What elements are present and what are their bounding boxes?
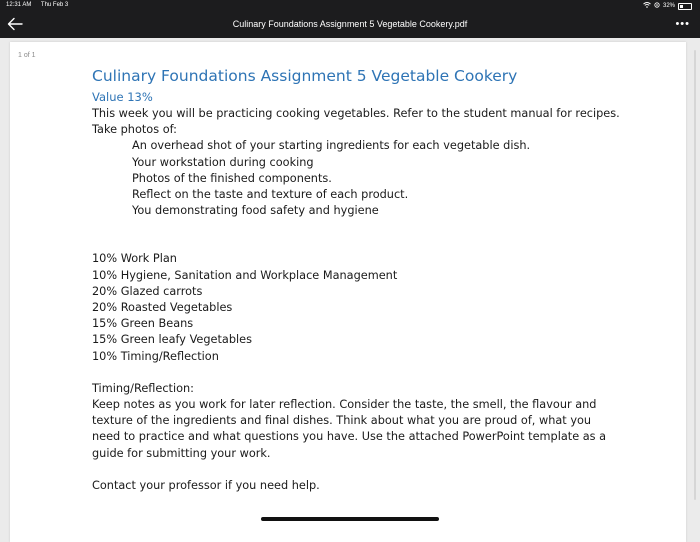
reflection-text: Keep notes as you work for later reflection. Consider the taste, the smell, the flavour and texture of the ingredients and final dishes. Think about what you are proud of, what you need to practice and what questions you have. Use the attached PowerPoint template as a guide for submitting your work.: [92, 398, 607, 460]
document-file-title: Culinary Foundations Assignment 5 Vegetable Cookery.pdf: [232, 19, 468, 29]
document-content: [92, 66, 652, 494]
top-bar: [0, 0, 700, 38]
more-options-button[interactable]: •••: [675, 18, 690, 30]
grading-item: 20% Glazed carrots: [92, 284, 203, 298]
grading-item: 10% Timing/Reflection: [92, 349, 219, 363]
wifi-icon: [643, 2, 651, 10]
status-time: 12:31 AM: [6, 2, 32, 8]
document-title: Culinary Foundations Assignment 5 Vegetable Cookery: [92, 67, 518, 85]
status-bar: [0, 0, 700, 12]
grading-item: 15% Green leafy Vegetables: [92, 333, 252, 347]
battery-level: 32%: [662, 3, 675, 9]
home-indicator[interactable]: [261, 517, 439, 521]
grading-item: 10% Work Plan: [92, 252, 177, 266]
grading-item: 20% Roasted Vegetables: [92, 301, 233, 315]
battery-icon: [678, 3, 692, 10]
photos-label: Take photos of:: [92, 123, 177, 137]
intro-text: This week you will be practicing cooking vegetables. Refer to the student manual for recipes.: [92, 107, 620, 120]
value-label: Value 13%: [92, 90, 153, 104]
location-icon: [654, 2, 660, 10]
photo-item: An overhead shot of your starting ingredients for each vegetable dish.: [132, 139, 531, 153]
reflection-heading: Timing/Reflection:: [92, 381, 194, 395]
grading-item: 10% Hygiene, Sanitation and Workplace Management: [92, 268, 398, 282]
contact-text: Contact your professor if you need help.: [92, 478, 320, 492]
grading-item: 15% Green Beans: [92, 317, 194, 331]
photo-item: Your workstation during cooking: [132, 155, 314, 169]
photo-item: Reflect on the taste and texture of each product.: [132, 188, 409, 202]
photo-item: You demonstrating food safety and hygiene: [132, 204, 379, 218]
scrollbar[interactable]: [694, 50, 696, 500]
status-date: Thu Feb 3: [40, 2, 69, 8]
photo-item: Photos of the finished components.: [132, 171, 332, 185]
page-indicator: 1 of 1: [18, 52, 36, 59]
